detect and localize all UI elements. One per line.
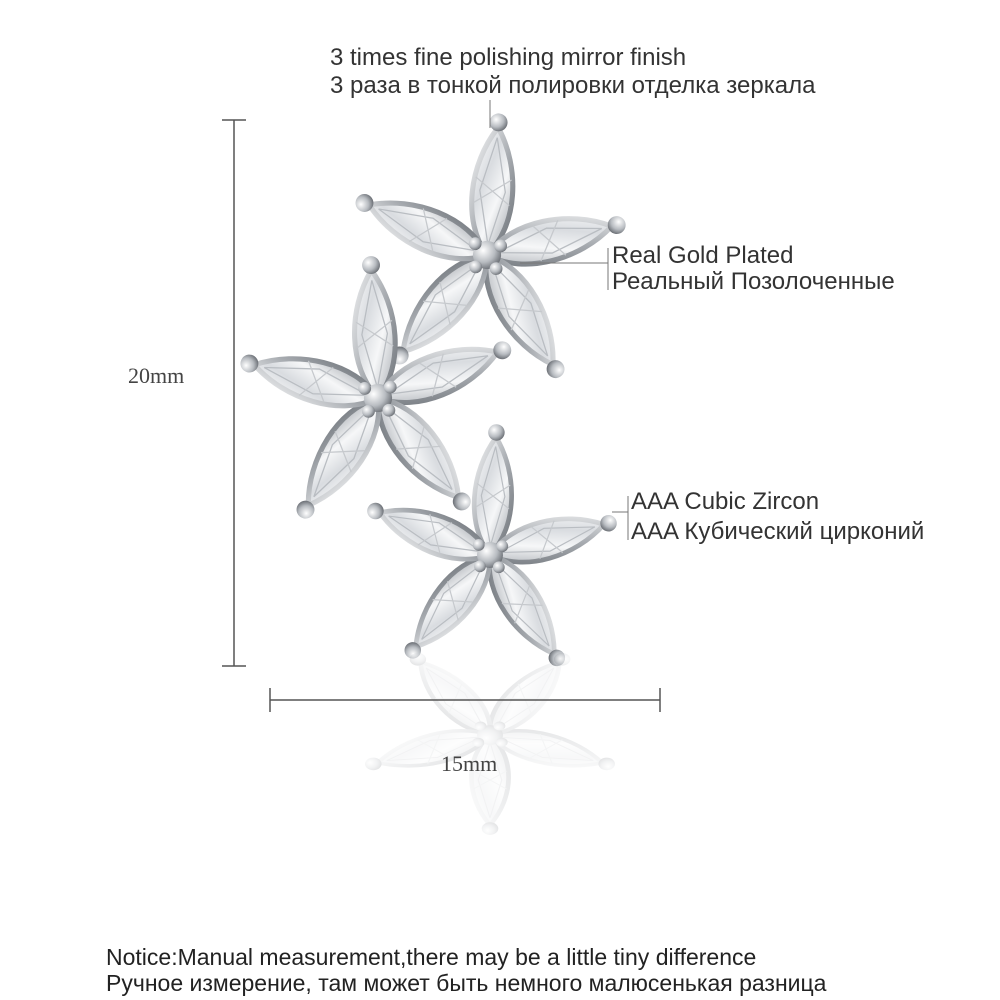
height-measure-line: [222, 120, 246, 666]
height-dimension-label: 20mm: [128, 363, 185, 388]
notice-en: Notice:Manual measurement,there may be a little tiny difference: [106, 944, 757, 970]
bottom-flower: [354, 417, 627, 678]
width-dimension-label: 15mm: [441, 751, 498, 776]
flower-reflection: [360, 646, 621, 835]
stone-label-ru: AAA Кубический цирконий: [631, 518, 925, 545]
plating-label-en: Real Gold Plated: [612, 242, 794, 269]
finish-label-en: 3 times fine polishing mirror finish: [330, 44, 687, 71]
plating-label-ru: Реальный Позолоченные: [612, 268, 895, 295]
finish-label-ru: 3 раза в тонкой полировки отделка зеркала: [330, 72, 816, 99]
notice-ru: Ручное измерение, там может быть немного малюсенькая разница: [106, 970, 827, 996]
stone-label-en: AAA Cubic Zircon: [631, 488, 820, 515]
